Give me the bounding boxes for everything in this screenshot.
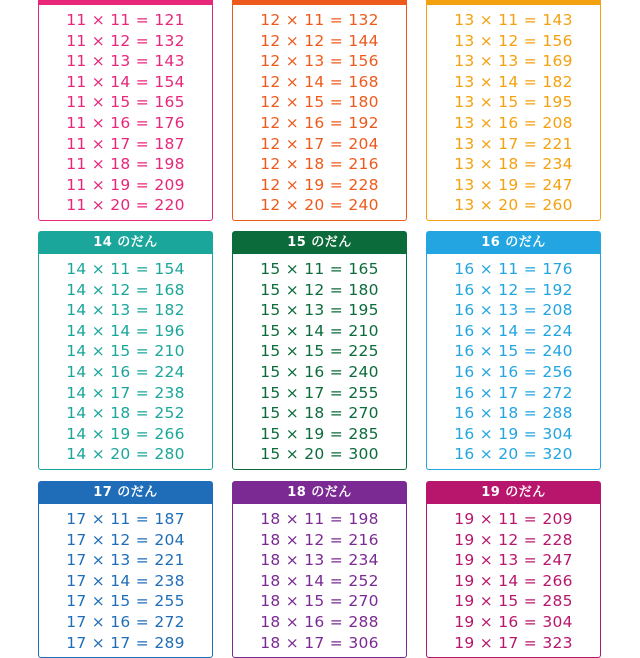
table-row: 11 × 16 = 176 xyxy=(66,113,185,132)
table-row: 12 × 17 = 204 xyxy=(260,134,379,153)
table-row: 17 × 13 = 221 xyxy=(66,551,185,570)
table-row: 11 × 17 = 187 xyxy=(66,134,185,153)
table-card-19 xyxy=(426,481,601,658)
table-body-17 xyxy=(38,504,213,658)
table-row: 11 × 20 = 220 xyxy=(66,196,185,215)
table-row: 19 × 14 = 266 xyxy=(454,571,573,590)
table-row: 12 × 15 = 180 xyxy=(260,93,379,112)
table-row: 11 × 19 = 209 xyxy=(66,175,185,194)
table-row: 11 × 11 = 121 xyxy=(66,11,185,29)
table-body-12 xyxy=(232,5,407,221)
table-row: 15 × 18 = 270 xyxy=(260,404,379,423)
table-row: 13 × 13 = 169 xyxy=(454,52,573,71)
table-card-18 xyxy=(232,481,407,658)
table-body-11 xyxy=(38,5,213,221)
table-row: 13 × 19 = 247 xyxy=(454,175,573,194)
table-row: 16 × 14 = 224 xyxy=(454,321,573,340)
table-row: 18 × 16 = 288 xyxy=(260,612,379,631)
table-row: 17 × 12 = 204 xyxy=(66,530,185,549)
table-row: 11 × 18 = 198 xyxy=(66,155,185,174)
table-row: 18 × 14 = 252 xyxy=(260,571,379,590)
table-header-19: 19 のだん xyxy=(426,481,601,504)
table-row: 15 × 17 = 255 xyxy=(260,383,379,402)
table-row: 16 × 12 = 192 xyxy=(454,280,573,299)
table-row: 16 × 11 = 176 xyxy=(454,260,573,278)
table-row: 15 × 15 = 225 xyxy=(260,342,379,361)
table-row: 13 × 12 = 156 xyxy=(454,31,573,50)
table-row: 13 × 20 = 260 xyxy=(454,196,573,215)
table-row: 17 × 11 = 187 xyxy=(66,510,185,528)
table-row: 17 × 16 = 272 xyxy=(66,612,185,631)
table-row: 14 × 19 = 266 xyxy=(66,424,185,443)
table-row: 16 × 19 = 304 xyxy=(454,424,573,443)
table-row: 13 × 11 = 143 xyxy=(454,11,573,29)
table-row: 14 × 20 = 280 xyxy=(66,445,185,464)
table-row: 14 × 18 = 252 xyxy=(66,404,185,423)
table-header-17: 17 のだん xyxy=(38,481,213,504)
table-row: 13 × 17 = 221 xyxy=(454,134,573,153)
table-row: 14 × 14 = 196 xyxy=(66,321,185,340)
table-body-14 xyxy=(38,254,213,470)
table-header-15: 15 のだん xyxy=(232,231,407,254)
table-row: 15 × 11 = 165 xyxy=(260,260,379,278)
table-row: 13 × 14 = 182 xyxy=(454,72,573,91)
table-body-13 xyxy=(426,5,601,221)
table-row: 19 × 12 = 228 xyxy=(454,530,573,549)
table-header-18: 18 のだん xyxy=(232,481,407,504)
table-row: 14 × 17 = 238 xyxy=(66,383,185,402)
table-row: 12 × 12 = 144 xyxy=(260,31,379,50)
table-header-16: 16 のだん xyxy=(426,231,601,254)
table-row: 11 × 12 = 132 xyxy=(66,31,185,50)
table-row: 14 × 13 = 182 xyxy=(66,301,185,320)
table-body-16 xyxy=(426,254,601,470)
table-row: 16 × 20 = 320 xyxy=(454,445,573,464)
table-row: 12 × 11 = 132 xyxy=(260,11,379,29)
table-card-17 xyxy=(38,481,213,658)
table-row: 14 × 16 = 224 xyxy=(66,362,185,381)
table-card-12 xyxy=(232,0,407,221)
table-row: 16 × 18 = 288 xyxy=(454,404,573,423)
table-row: 16 × 16 = 256 xyxy=(454,362,573,381)
table-row: 12 × 18 = 216 xyxy=(260,155,379,174)
table-row: 18 × 17 = 306 xyxy=(260,633,379,652)
table-body-19 xyxy=(426,504,601,658)
table-row: 12 × 16 = 192 xyxy=(260,113,379,132)
table-row: 17 × 17 = 289 xyxy=(66,633,185,652)
table-row: 15 × 16 = 240 xyxy=(260,362,379,381)
table-row: 13 × 16 = 208 xyxy=(454,113,573,132)
table-row: 11 × 15 = 165 xyxy=(66,93,185,112)
table-row: 16 × 13 = 208 xyxy=(454,301,573,320)
table-row: 19 × 17 = 323 xyxy=(454,633,573,652)
table-card-15 xyxy=(232,231,407,470)
table-body-15 xyxy=(232,254,407,470)
table-row: 19 × 15 = 285 xyxy=(454,592,573,611)
table-row: 12 × 14 = 168 xyxy=(260,72,379,91)
table-row: 15 × 20 = 300 xyxy=(260,445,379,464)
table-row: 16 × 15 = 240 xyxy=(454,342,573,361)
table-row: 15 × 13 = 195 xyxy=(260,301,379,320)
table-row: 12 × 19 = 228 xyxy=(260,175,379,194)
table-row: 14 × 12 = 168 xyxy=(66,280,185,299)
table-row: 16 × 17 = 272 xyxy=(454,383,573,402)
table-row: 13 × 15 = 195 xyxy=(454,93,573,112)
table-card-16 xyxy=(426,231,601,470)
table-row: 12 × 20 = 240 xyxy=(260,196,379,215)
table-row: 18 × 11 = 198 xyxy=(260,510,379,528)
table-card-13 xyxy=(426,0,601,221)
table-row: 19 × 11 = 209 xyxy=(454,510,573,528)
table-row: 19 × 16 = 304 xyxy=(454,612,573,631)
table-row: 15 × 14 = 210 xyxy=(260,321,379,340)
table-row: 11 × 13 = 143 xyxy=(66,52,185,71)
table-row: 19 × 13 = 247 xyxy=(454,551,573,570)
table-row: 18 × 15 = 270 xyxy=(260,592,379,611)
table-row: 14 × 11 = 154 xyxy=(66,260,185,278)
table-row: 13 × 18 = 234 xyxy=(454,155,573,174)
table-card-11 xyxy=(38,0,213,221)
table-row: 15 × 19 = 285 xyxy=(260,424,379,443)
table-body-18 xyxy=(232,504,407,658)
table-row: 17 × 15 = 255 xyxy=(66,592,185,611)
table-header-14: 14 のだん xyxy=(38,231,213,254)
table-row: 18 × 13 = 234 xyxy=(260,551,379,570)
table-row: 12 × 13 = 156 xyxy=(260,52,379,71)
table-row: 18 × 12 = 216 xyxy=(260,530,379,549)
table-row: 15 × 12 = 180 xyxy=(260,280,379,299)
table-card-14 xyxy=(38,231,213,470)
table-row: 14 × 15 = 210 xyxy=(66,342,185,361)
table-row: 11 × 14 = 154 xyxy=(66,72,185,91)
table-row: 17 × 14 = 238 xyxy=(66,571,185,590)
